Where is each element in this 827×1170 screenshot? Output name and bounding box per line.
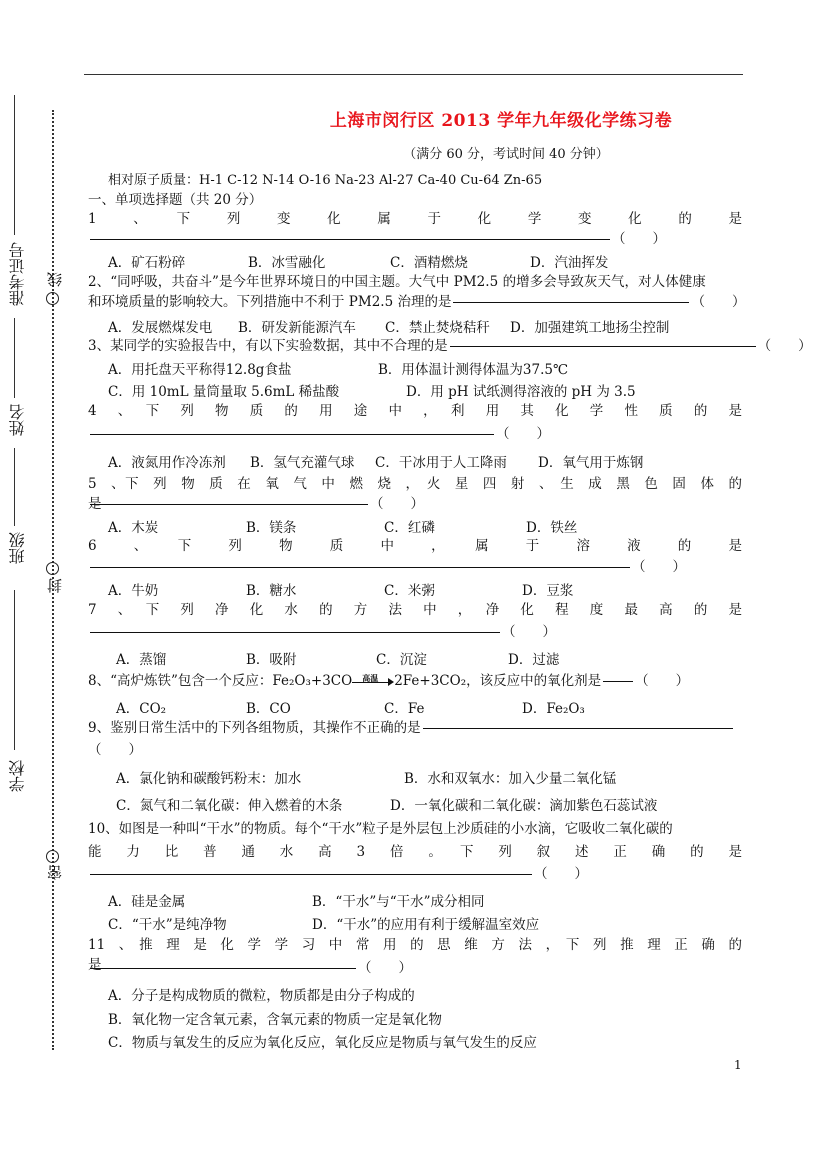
q4-option-b: B．氢气充灌气球 bbox=[250, 455, 355, 471]
reaction-arrow: 高温 bbox=[352, 677, 394, 687]
q3-option-d: D．用 pH 试纸测得溶液的 pH 为 3.5 bbox=[406, 384, 636, 400]
label-exam-number: 准考证号 bbox=[8, 242, 27, 306]
q8-stem: 8、“高炉炼铁”包含一个反应：Fe₂O₃+3CO 高温 2Fe+3CO₂，该反应中的氧化剂是 （ ） bbox=[88, 672, 690, 689]
section-heading: 一、单项选择题（共 20 分） bbox=[88, 192, 263, 208]
q7-option-d: D．过滤 bbox=[508, 652, 560, 668]
q10-option-c: C．“干水”是纯净物 bbox=[108, 917, 227, 933]
q9-option-b: B．水和双氧水：加入少量二氧化锰 bbox=[404, 771, 617, 787]
q8-option-c: C．Fe bbox=[384, 701, 425, 717]
q9-paren: （ ） bbox=[88, 742, 142, 758]
q11-option-b: B．氧化物一定含氧元素，含氧元素的物质一定是氧化物 bbox=[108, 1012, 442, 1028]
q10-option-a: A．硅是金属 bbox=[108, 894, 186, 910]
blank-name bbox=[14, 318, 15, 398]
q1-stem: 1 、 下 列 变 化 属 于 化 学 变 化 的 是 bbox=[88, 211, 742, 227]
q5-option-b: B．镁条 bbox=[246, 520, 297, 536]
q6-option-b: B．糖水 bbox=[246, 583, 297, 599]
seal-char-line: 线 bbox=[46, 272, 64, 287]
seal-circle-2 bbox=[46, 562, 59, 575]
q8-option-d: D．Fe₂O₃ bbox=[522, 701, 585, 717]
q10-answer-line: （ ） bbox=[88, 864, 742, 884]
label-name: 姓名 bbox=[8, 404, 27, 436]
exam-subtitle: （满分 60 分，考试时间 40 分钟） bbox=[403, 147, 609, 162]
q1-option-d: D．汽油挥发 bbox=[530, 255, 609, 271]
q4-option-c: C．干冰用于人工降雨 bbox=[375, 455, 507, 471]
blank-school bbox=[14, 590, 15, 750]
q5-answer-line: （ ） bbox=[88, 494, 742, 514]
label-school: 学校 bbox=[8, 760, 27, 792]
q2-stem-cont: 和环境质量的影响较大。下列措施中不利于 PM2.5 治理的是 （ ） bbox=[88, 294, 746, 310]
q7-option-b: B．吸附 bbox=[246, 652, 297, 668]
q6-answer-line: （ ） bbox=[88, 557, 742, 577]
label-class: 班级 bbox=[8, 532, 27, 564]
q5-stem: 5 、下 列 物 质 在 氧 气 中 燃 烧 ， 火 星 四 射 、 生 成 黑 色 固 体 的 是 bbox=[88, 476, 756, 512]
seal-circle-1 bbox=[46, 292, 59, 305]
q8-option-a: A．CO₂ bbox=[116, 701, 167, 717]
page-number: 1 bbox=[734, 1058, 742, 1072]
q7-option-a: A．蒸馏 bbox=[116, 652, 167, 668]
q11-option-a: A．分子是构成物质的微粒，物质都是由分子构成的 bbox=[108, 988, 415, 1004]
q3-option-b: B．用体温计测得体温为37.5℃ bbox=[378, 362, 569, 378]
q10-stem-cont: 能 力 比 普 通 水 高 3 倍 。 下 列 叙 述 正 确 的 是 bbox=[88, 844, 742, 860]
q6-option-a: A．牛奶 bbox=[108, 583, 159, 599]
q7-stem: 7 、 下 列 净 化 水 的 方 法 中 ， 净 化 程 度 最 高 的 是 bbox=[88, 602, 742, 618]
q5-option-c: C．红磷 bbox=[384, 520, 435, 536]
q5-option-a: A．木炭 bbox=[108, 520, 159, 536]
seal-char-seal: 封 bbox=[46, 578, 64, 593]
page-title: 上海市闵行区 2013 学年九年级化学练习卷 bbox=[329, 111, 673, 131]
q10-option-d: D．“干水”的应用有利于缓解温室效应 bbox=[312, 917, 540, 933]
q4-option-a: A．液氮用作冷冻剂 bbox=[108, 455, 226, 471]
q11-answer-line: （ ） bbox=[88, 958, 742, 978]
q2-stem: 2、“同呼吸，共奋斗”是今年世界环境日的中国主题。大气中 PM2.5 的增多会导致灰天气，对人体健康 bbox=[88, 274, 706, 290]
q2-option-d: D．加强建筑工地扬尘控制 bbox=[510, 320, 670, 336]
q3-stem: 3、某同学的实验报告中，有以下实验数据，其中不合理的是 （ ） bbox=[88, 338, 812, 354]
q5-option-d: D．铁丝 bbox=[526, 520, 578, 536]
q11-option-c: C．物质与氧发生的反应为氧化反应，氧化反应是物质与氧气发生的反应 bbox=[108, 1035, 537, 1051]
q2-option-a: A．发展燃煤发电 bbox=[108, 320, 213, 336]
q6-option-c: C．米粥 bbox=[384, 583, 435, 599]
atomic-mass-line: 相对原子质量：H-1 C-12 N-14 O-16 Na-23 Al-27 Ca-40 Cu-64 Zn-65 bbox=[108, 173, 543, 188]
q9-option-c: C．氮气和二氧化碳：伸入燃着的木条 bbox=[116, 798, 343, 814]
q6-stem: 6 、 下 列 物 质 中 ， 属 于 溶 液 的 是 bbox=[88, 538, 742, 554]
q4-answer-line: （ ） bbox=[88, 424, 742, 444]
seal-circle-3 bbox=[46, 850, 59, 863]
q3-option-a: A．用托盘天平称得12.8g食盐 bbox=[108, 362, 292, 378]
q1-option-a: A．矿石粉碎 bbox=[108, 255, 186, 271]
q1-option-c: C．酒精燃烧 bbox=[390, 255, 468, 271]
q1-option-b: B．冰雪融化 bbox=[248, 255, 326, 271]
seal-char-secret: 密 bbox=[46, 865, 64, 880]
q9-option-a: A．氯化钠和碳酸钙粉末：加水 bbox=[116, 771, 302, 787]
blank-class bbox=[14, 448, 15, 526]
q10-stem: 10、如图是一种叫“干水”的物质。每个“干水”粒子是外层包上沙质硅的小水滴，它吸收二氧化碳的 bbox=[88, 821, 673, 837]
q7-option-c: C．沉淀 bbox=[376, 652, 427, 668]
q4-option-d: D．氧气用于炼钢 bbox=[538, 455, 644, 471]
q9-option-d: D．一氧化碳和二氧化碳：滴加紫色石蕊试液 bbox=[390, 798, 658, 814]
q1-answer-line: （ ） bbox=[88, 229, 742, 249]
q2-option-b: B．研发新能源汽车 bbox=[238, 320, 356, 336]
q4-stem: 4 、 下 列 物 质 的 用 途 中 ， 利 用 其 化 学 性 质 的 是 bbox=[88, 403, 742, 419]
q7-answer-line: （ ） bbox=[88, 622, 742, 642]
q9-stem: 9、鉴别日常生活中的下列各组物质，其操作不正确的是 bbox=[88, 718, 742, 738]
q2-option-c: C．禁止焚烧秸秆 bbox=[385, 320, 490, 336]
q10-option-b: B．“干水”与“干水”成分相同 bbox=[312, 894, 485, 910]
q3-option-c: C．用 10mL 量筒量取 5.6mL 稀盐酸 bbox=[108, 384, 340, 400]
q11-stem: 11 、 推 理 是 化 学 学 习 中 常 用 的 思 维 方 法 ， 下 列 推 理 正 确 的 是 bbox=[88, 937, 756, 973]
q6-option-d: D．豆浆 bbox=[522, 583, 574, 599]
q8-option-b: B．CO bbox=[246, 701, 291, 717]
top-rule bbox=[84, 74, 743, 75]
